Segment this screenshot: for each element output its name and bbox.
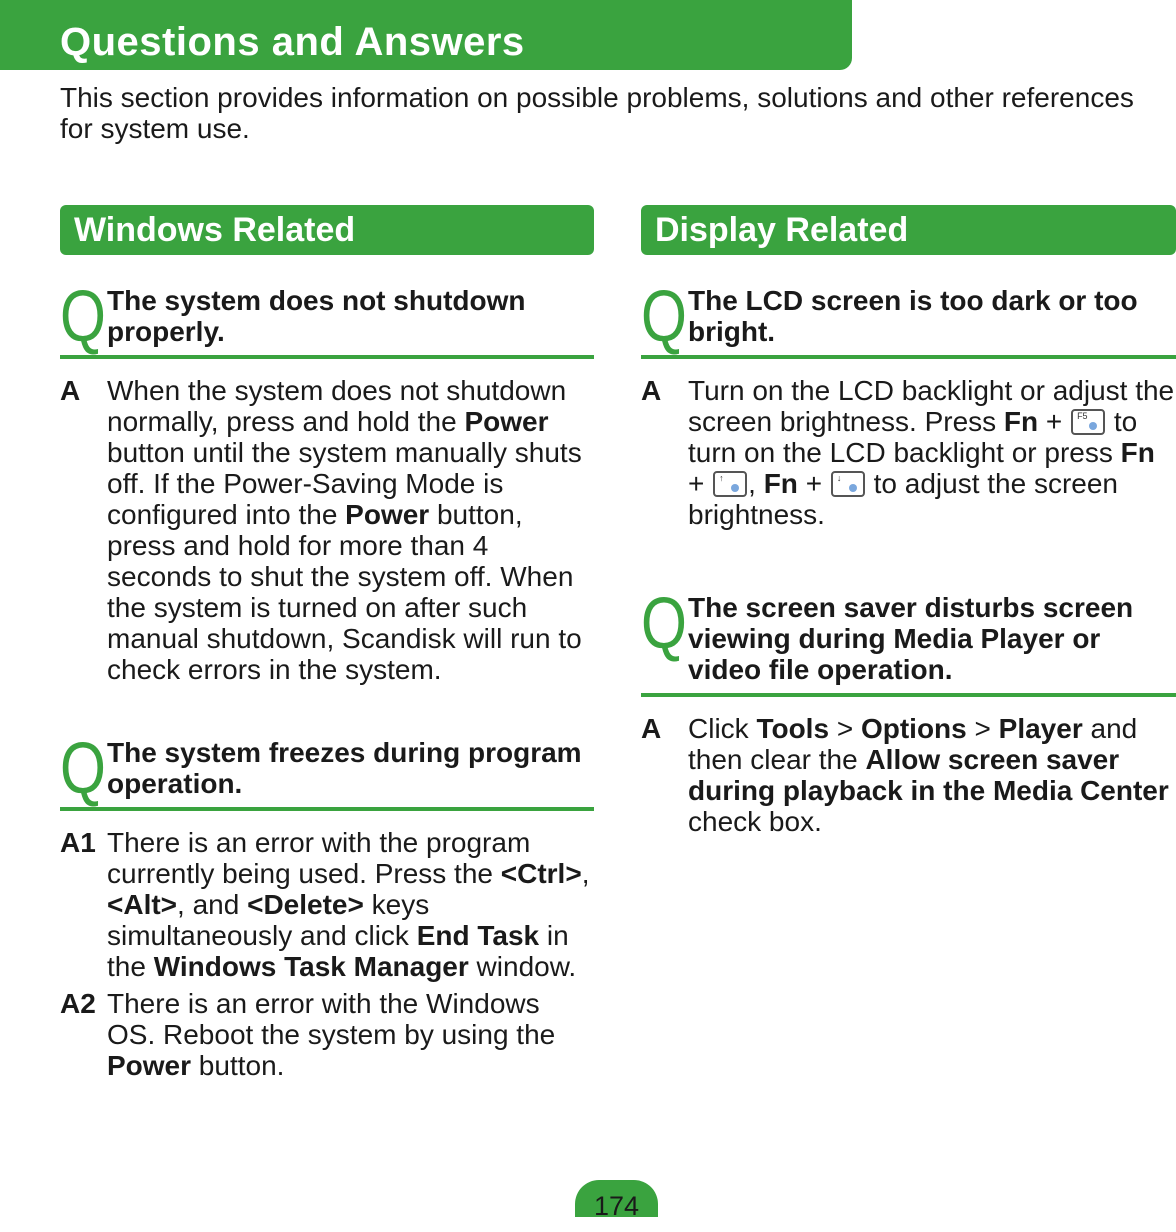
qa-item-shutdown <box>60 277 594 685</box>
answer-bold-part: Allow screen saver during playback in the Media Center <box>688 744 1169 806</box>
answer-bold-part: Player <box>998 713 1083 744</box>
qa-item-freeze <box>60 729 594 1081</box>
answer-text-part: , <box>581 858 590 889</box>
answer-text-part: > <box>966 713 999 744</box>
answer-bold-part: End Task <box>416 920 540 951</box>
answer-bold-part: Power <box>345 499 430 530</box>
answer-bold-part: <Ctrl> <box>500 858 582 889</box>
answer-text-part: > <box>829 713 861 744</box>
brightness-down-key-icon <box>831 471 865 497</box>
f5-key-icon <box>1071 409 1105 435</box>
question-text: The system does not shutdown properly. <box>107 285 526 347</box>
answer-text-part: button, press and hold for more than 4 seconds to shut the system off. When the system is turned on after such manual shutdown, Scandisk will run to check errors in the system. <box>107 499 582 685</box>
windows-related-section <box>60 205 594 1081</box>
question-text: The system freezes during program operation. <box>107 737 582 799</box>
section-header-display: Display Related <box>641 205 1176 255</box>
question-mark: Q <box>641 584 687 664</box>
qa-item-screen-saver <box>641 584 1176 837</box>
page-title: Questions and Answers <box>60 20 525 64</box>
answer-text-part: check box. <box>688 806 822 837</box>
answer-text-part: + <box>1038 406 1071 437</box>
answer-bold-part: <Alt> <box>107 889 178 920</box>
answer-row <box>60 988 594 1081</box>
answer-bold-part: <Delete> <box>247 889 364 920</box>
key-label: ↑ <box>719 473 724 483</box>
question-row <box>60 729 594 811</box>
answer-row <box>60 375 594 685</box>
answer-text-part: + <box>797 468 830 499</box>
answer-text-part: window. <box>468 951 577 982</box>
answer-text-part: When the system does not shutdown normally, press and hold the <box>107 375 567 437</box>
title-banner <box>0 0 852 70</box>
question-mark: Q <box>641 277 687 357</box>
answer-text <box>688 713 1176 837</box>
answer-bold-part: Fn <box>763 468 798 499</box>
key-label: F5 <box>1077 411 1088 421</box>
answer-text-part: to turn on the LCD backlight or press <box>688 406 1138 468</box>
answer-text <box>688 375 1176 530</box>
answer-bold-part: Tools <box>756 713 830 744</box>
question-text: The screen saver disturbs screen viewing during Media Player or video file operation. <box>688 592 1134 685</box>
answer-label: A1 <box>60 827 96 858</box>
answer-bold-part: Fn <box>1003 406 1039 437</box>
answer-bold-part: Options <box>860 713 967 744</box>
answer-text-part: + <box>688 468 713 499</box>
answer-row <box>641 713 1176 837</box>
answer-label: A <box>641 375 662 406</box>
question-mark: Q <box>60 729 106 809</box>
question-mark: Q <box>60 277 106 357</box>
answer-text-part: and then clear the <box>688 713 1138 775</box>
answer-text <box>107 375 594 685</box>
answer-text-part: button. <box>191 1050 285 1081</box>
sun-icon <box>731 484 739 492</box>
answer-text-part: to adjust the screen brightness. <box>688 468 1118 530</box>
answer-text-part: Turn on the LCD backlight or adjust the screen brightness. Press <box>688 375 1175 437</box>
answer-label: A2 <box>60 988 96 1019</box>
answer-bold-part: Windows Task Manager <box>153 951 469 982</box>
answer-row <box>641 375 1176 530</box>
question-row <box>60 277 594 359</box>
intro-text: This section provides information on possible problems, solutions and other references for system use. <box>60 82 1134 144</box>
answer-text-part: in the <box>107 920 569 982</box>
answer-text-part: , and <box>177 889 248 920</box>
brightness-up-key-icon <box>713 471 747 497</box>
qa-item-lcd-brightness <box>641 277 1176 530</box>
page-number: 174 <box>575 1180 658 1217</box>
answer-text-part: , <box>748 468 764 499</box>
question-text: The LCD screen is too dark or too bright. <box>688 285 1138 347</box>
display-related-section <box>641 205 1176 837</box>
sun-icon <box>1089 422 1097 430</box>
question-row <box>641 277 1176 359</box>
question-row <box>641 584 1176 697</box>
answer-bold-part: Power <box>107 1050 192 1081</box>
answer-text-part: There is an error with the Windows OS. Reboot the system by using the <box>107 988 556 1050</box>
answer-bold-part: Fn <box>1120 437 1155 468</box>
answer-label: A <box>60 375 81 406</box>
answer-text-part: There is an error with the program currently being used. Press the <box>107 827 531 889</box>
answer-text-part: button until the system manually shuts off. If the Power-Saving Mode is configured into the <box>107 437 582 530</box>
answer-text-part: keys simultaneously and click <box>107 889 430 951</box>
answer-text-part: Click <box>688 713 757 744</box>
answer-text <box>107 827 594 982</box>
answer-text <box>107 988 594 1081</box>
answer-label: A <box>641 713 662 744</box>
answer-row <box>60 827 594 982</box>
key-label: ↓ <box>836 473 842 483</box>
section-header-windows: Windows Related <box>60 205 594 255</box>
sun-icon <box>849 484 857 492</box>
answer-bold-part: Power <box>464 406 549 437</box>
